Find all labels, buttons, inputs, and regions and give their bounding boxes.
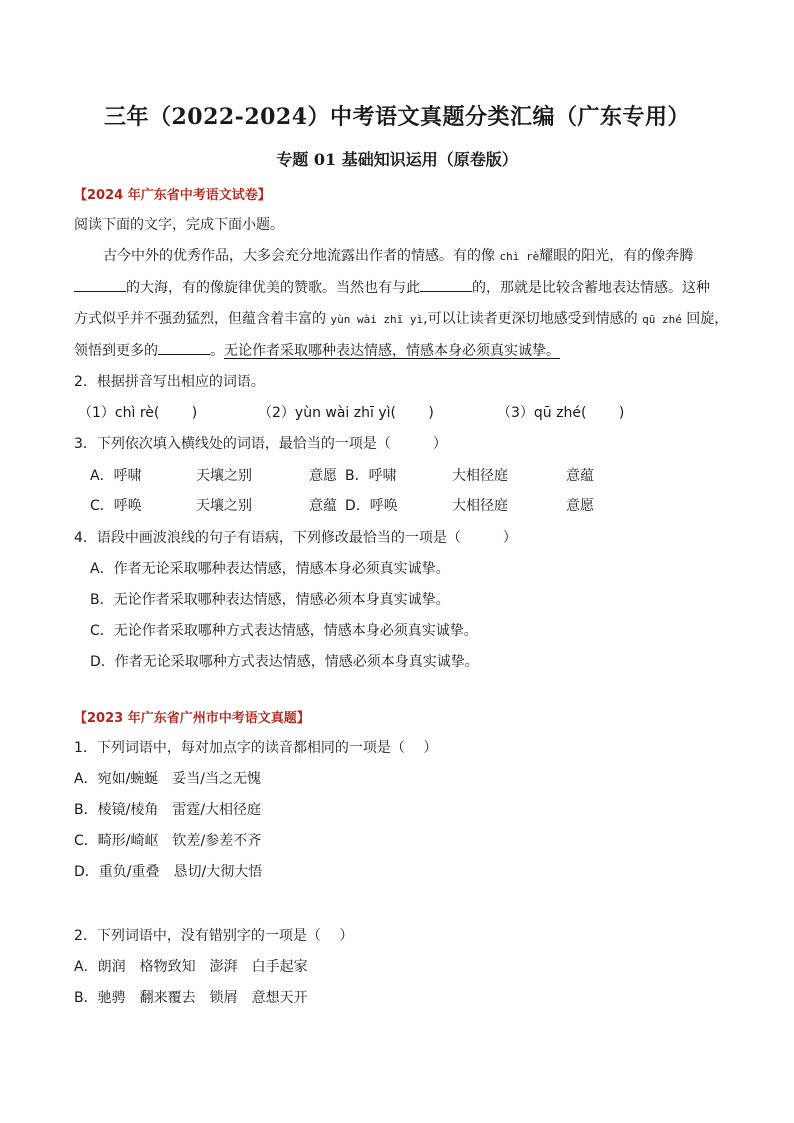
passage-text: 回旋，: [681, 311, 729, 327]
s2-q1-option-d: D．重负/重叠 恳切/大彻大悟: [74, 864, 263, 880]
s2-question-1: 1．下列词语中，每对加点字的读音都相同的一项是（ ）: [74, 740, 438, 756]
s2-q1-option-a: A．宛如/蜿蜒 妥当/当之无愧: [74, 771, 262, 787]
passage-line-1: [103, 246, 693, 267]
fill-blank-3: [158, 340, 210, 355]
pinyin-chire: chì rè: [499, 250, 540, 263]
q3-option-b-word3: 意蕴: [566, 468, 594, 484]
document-title: 三年（2022-2024）中考语文真题分类汇编（广东专用）: [103, 104, 691, 130]
passage-text: 古今中外的优秀作品，大多会充分地流露出作者的情感。有的像: [103, 248, 500, 264]
reading-instruction: 阅读下面的文字，完成下面小题。: [74, 217, 284, 233]
document-subtitle: 专题 01 基础知识运用（原卷版）: [276, 150, 518, 169]
q2-item-1: （1）chì rè( ): [78, 405, 198, 421]
passage-text: 。: [210, 343, 224, 359]
pinyin-yunwaizhiyi: yùn wài zhī yì: [330, 313, 424, 326]
q3-option-a-word2: 天壤之别: [196, 468, 252, 484]
fill-blank-2: [420, 277, 472, 292]
s2-q1-option-c: C．畸形/崎岖 钦差/参差不齐: [74, 833, 262, 849]
question-2: 2．根据拼音写出相应的词语。: [74, 374, 265, 390]
q4-option-c: C．无论作者采取哪种方式表达情感，情感本身必须真实诚挚。: [90, 623, 478, 639]
q2-item-3: （3）qū zhé( ): [497, 405, 625, 421]
q4-option-b: B．无论作者采取哪种表达情感，情感必须本身真实诚挚。: [90, 592, 450, 608]
q3-option-a: A．呼啸: [90, 468, 142, 484]
passage-line-3: [74, 309, 728, 330]
q3-option-b: B．呼啸: [345, 468, 397, 484]
section-heading-2024: 【2024 年广东省中考语文试卷】: [74, 188, 271, 203]
section-heading-2023: 【2023 年广东省广州市中考语文真题】: [74, 711, 310, 726]
q3-option-c-word3: 意蕴: [309, 498, 337, 514]
passage-text: 的大海，有的像旋律优美的赞歌。当然也有与此: [126, 280, 420, 296]
question-4: 4．语段中画波浪线的句子有语病，下列修改最恰当的一项是（ ）: [74, 530, 517, 546]
q3-option-d: D．呼唤: [345, 498, 398, 514]
q3-option-d-word3: 意愿: [566, 498, 594, 514]
s2-q2-option-a: A．朗润 格物致知 澎湃 白手起家: [74, 959, 308, 975]
passage-text: ,可以让读者更深切地感受到情感的: [423, 311, 643, 327]
question-3: 3．下列依次填入横线处的词语，最恰当的一项是（ ）: [74, 436, 447, 452]
s2-question-2: 2．下列词语中，没有错别字的一项是（ ）: [74, 928, 354, 944]
passage-line-4: [74, 340, 560, 361]
s2-q1-option-b: B．棱镜/棱角 雷霆/大相径庭: [74, 802, 262, 818]
q4-option-a: A．作者无论采取哪种表达情感，情感本身必须真实诚挚。: [90, 561, 450, 577]
passage-line-2: [74, 277, 710, 298]
q4-option-d: D．作者无论采取哪种方式表达情感，情感必须本身真实诚挚。: [90, 654, 479, 670]
passage-text: 领悟到更多的: [74, 343, 158, 359]
q2-item-2: （2）yùn wài zhī yì( ): [258, 405, 434, 421]
q3-option-b-word2: 大相径庭: [452, 468, 508, 484]
q3-option-d-word2: 大相径庭: [452, 498, 508, 514]
q3-option-a-word3: 意愿: [309, 468, 337, 484]
q3-option-c-word2: 天壤之别: [196, 498, 252, 514]
fill-blank-1: [74, 277, 126, 292]
s2-q2-option-b: B．驰骋 翻来覆去 锁屑 意想天开: [74, 990, 308, 1006]
pinyin-quzhe: qū zhé: [642, 313, 682, 326]
passage-text: 的，那就是比较含蓄地表达情感。这种: [472, 280, 710, 296]
wavy-underlined-sentence: 无论作者采取哪种表达情感，情感本身必须真实诚挚。: [224, 343, 560, 359]
q3-option-c: C．呼唤: [90, 498, 142, 514]
passage-text: 耀眼的阳光，有的像奔腾: [539, 248, 694, 264]
passage-text: 方式似乎并不强劲猛烈，但蕴含着丰富的: [74, 311, 331, 327]
